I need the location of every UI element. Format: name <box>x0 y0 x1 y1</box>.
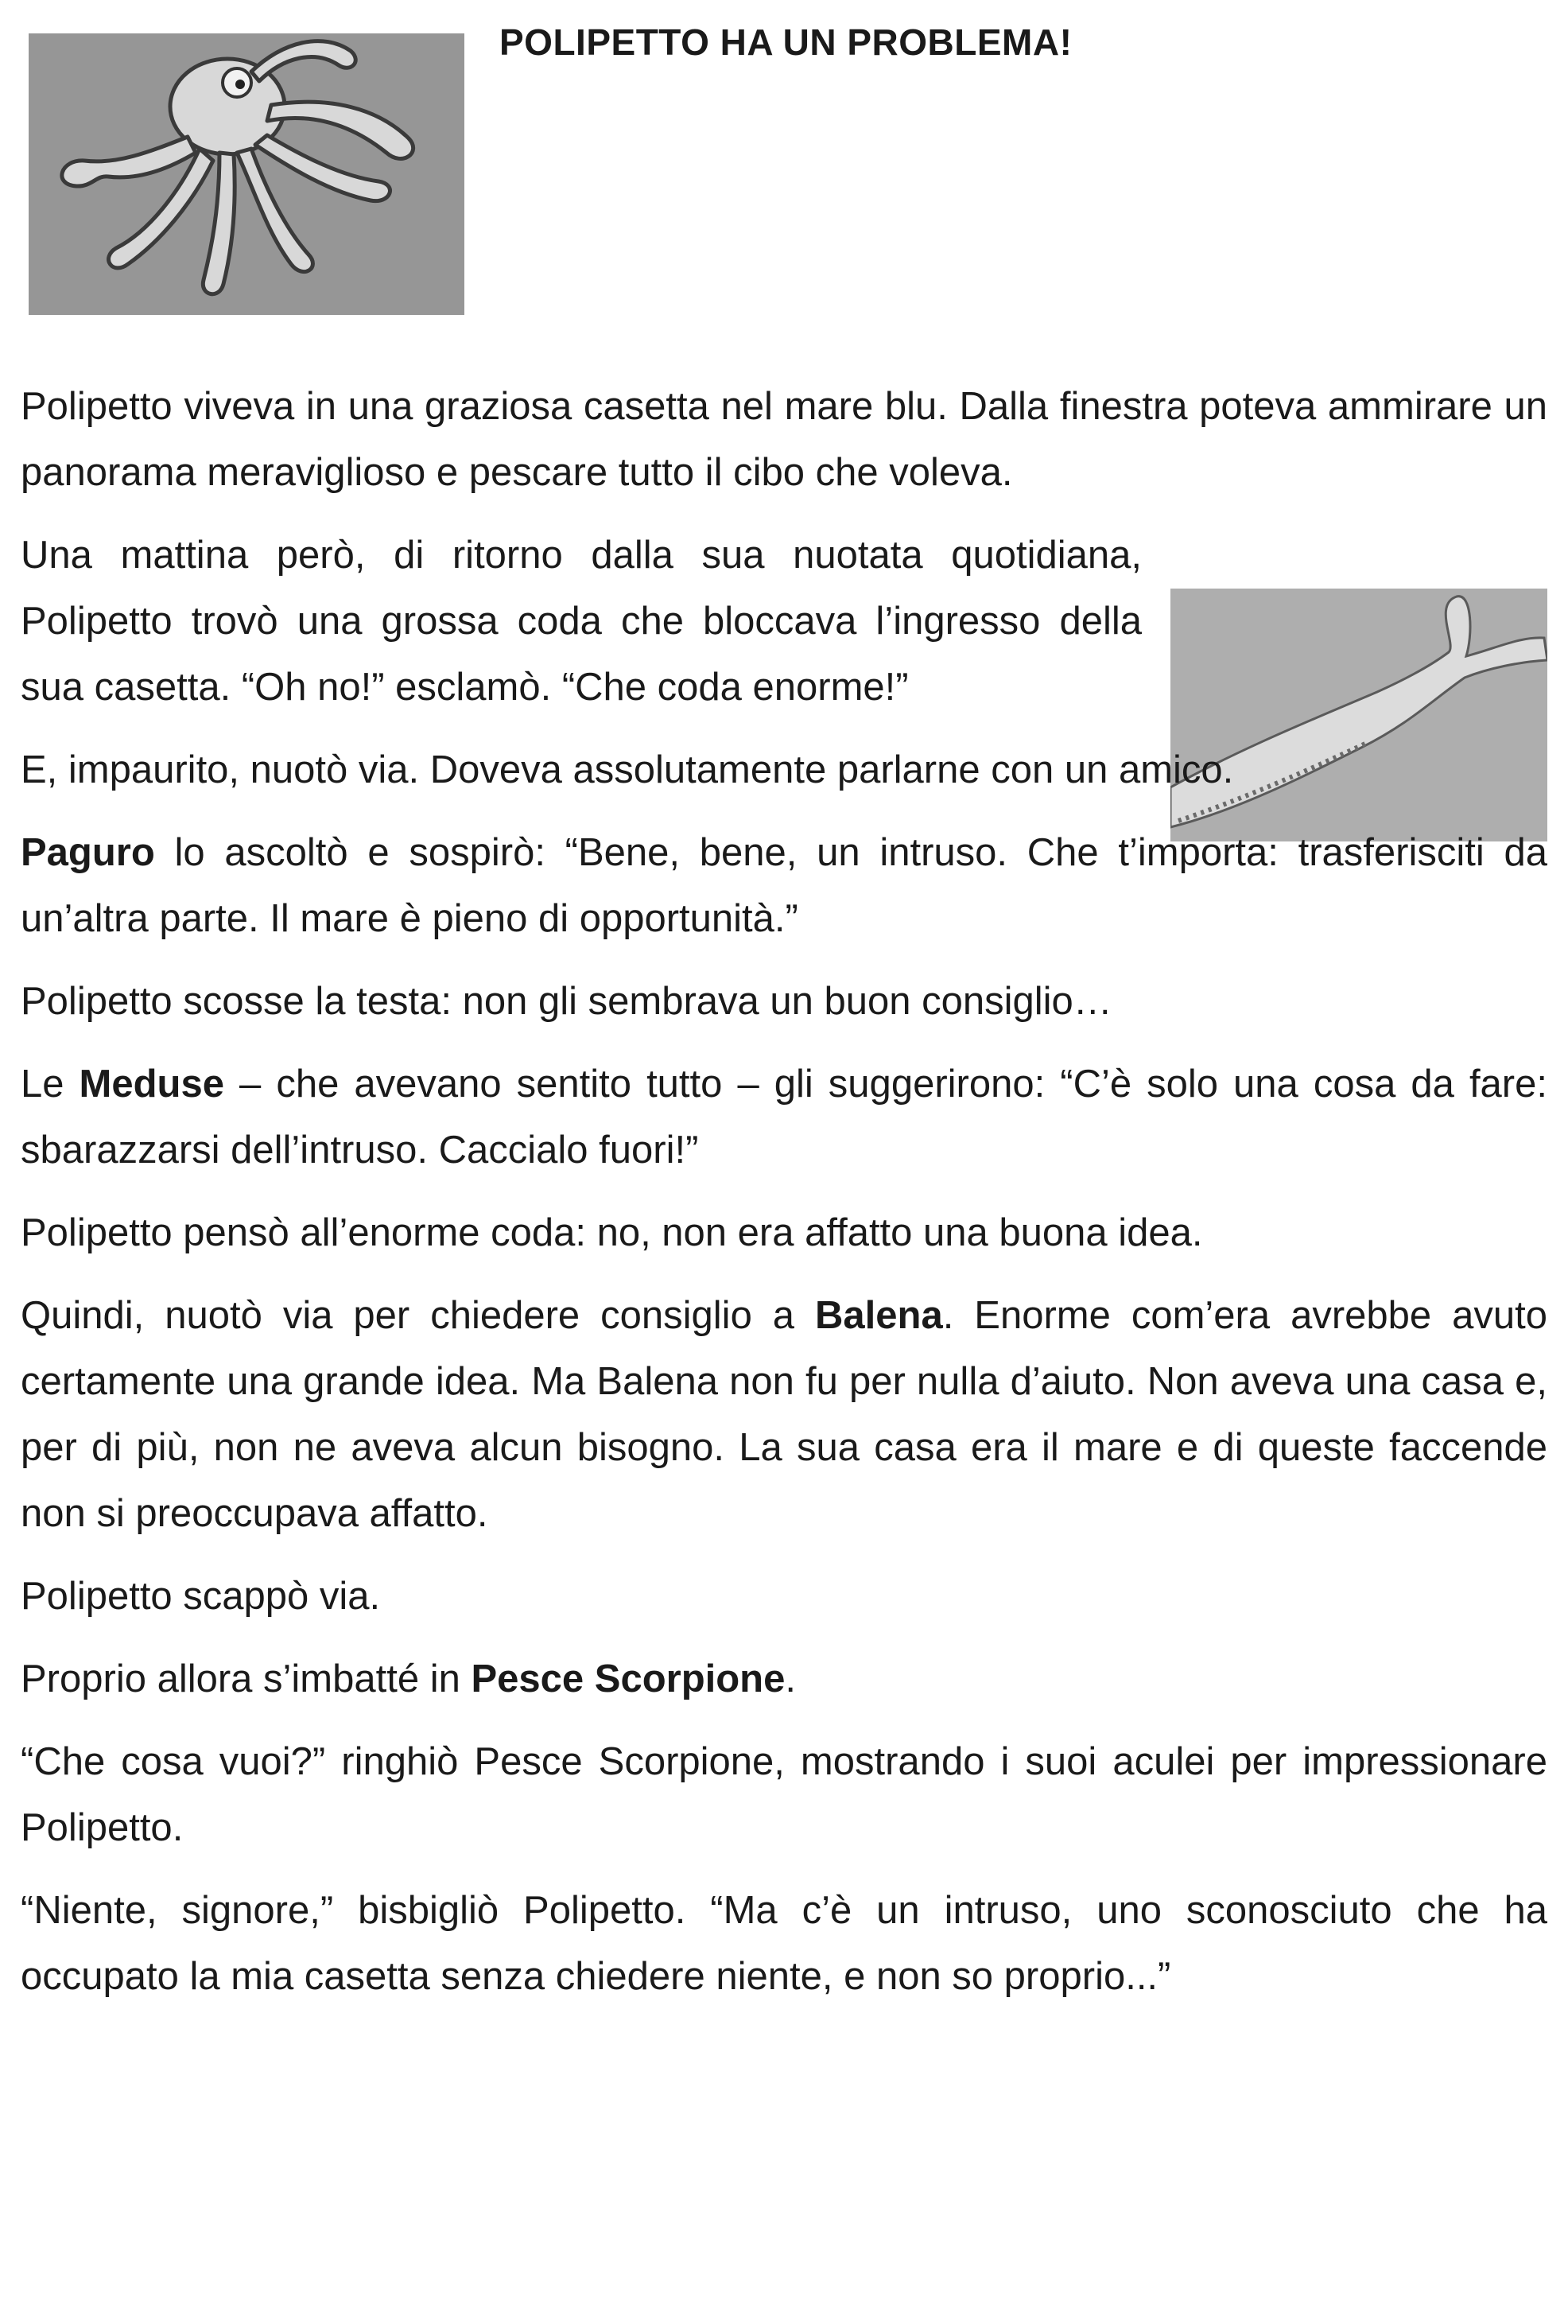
octopus-image <box>29 33 464 315</box>
character-name: Paguro <box>21 831 155 874</box>
paragraph: Polipetto viveva in una graziosa casetta nel mare blu. Dalla finestra poteva ammirare un panorama meraviglioso e pescare tutto il cibo che voleva. <box>21 385 1547 494</box>
story-text <box>21 374 1547 2027</box>
paragraph: Polipetto scosse la testa: non gli sembrava un buon consiglio… <box>21 980 1112 1023</box>
paragraph: E, impaurito, nuotò via. Doveva assolutamente parlarne con un amico. <box>21 748 1234 791</box>
paragraph: Polipetto scappò via. <box>21 1575 381 1618</box>
page-title: POLIPETTO HA UN PROBLEMA! <box>499 21 1073 63</box>
paragraph: Paguro lo ascoltò e sospirò: “Bene, bene, un intruso. Che t’importa: trasferisciti da un’altra parte. Il mare è pieno di opportunità.” <box>21 831 1547 940</box>
octopus-icon <box>29 33 464 315</box>
paragraph: Polipetto pensò all’enorme coda: no, non era affatto una buona idea. <box>21 1211 1203 1254</box>
paragraph: “Che cosa vuoi?” ringhiò Pesce Scorpione, mostrando i suoi aculei per impressionare Polipetto. <box>21 1740 1547 1849</box>
paragraph: Una mattina però, di ritorno dalla sua nuotata quotidiana, Polipetto trovò una grossa coda che bloccava l’ingresso della sua casetta. “Oh no!” esclamò. “Che coda enorme!” <box>21 534 1142 709</box>
paragraph: Le Meduse – che avevano sentito tutto – gli suggerirono: “C’è solo una cosa da fare: sbarazzarsi dell’intruso. Caccialo fuori!” <box>21 1063 1547 1172</box>
paragraph: Quindi, nuotò via per chiedere consiglio a Balena. Enorme com’era avrebbe avuto certamente una grande idea. Ma Balena non fu per nulla d’aiuto. Non aveva una casa e, per di più, non ne aveva alcun bisogno. La sua casa era il mare e di queste faccende non si preoccupava affatto. <box>21 1294 1547 1535</box>
character-name: Pesce Scorpione <box>471 1658 786 1700</box>
paragraph: “Niente, signore,” bisbigliò Polipetto. “Ma c’è un intruso, uno sconosciuto che ha occupato la mia casetta senza chiedere niente, e non so proprio...” <box>21 1889 1547 1998</box>
character-name: Balena <box>815 1294 943 1337</box>
paragraph: Proprio allora s’imbatté in Pesce Scorpione. <box>21 1658 796 1700</box>
character-name: Meduse <box>79 1063 224 1106</box>
